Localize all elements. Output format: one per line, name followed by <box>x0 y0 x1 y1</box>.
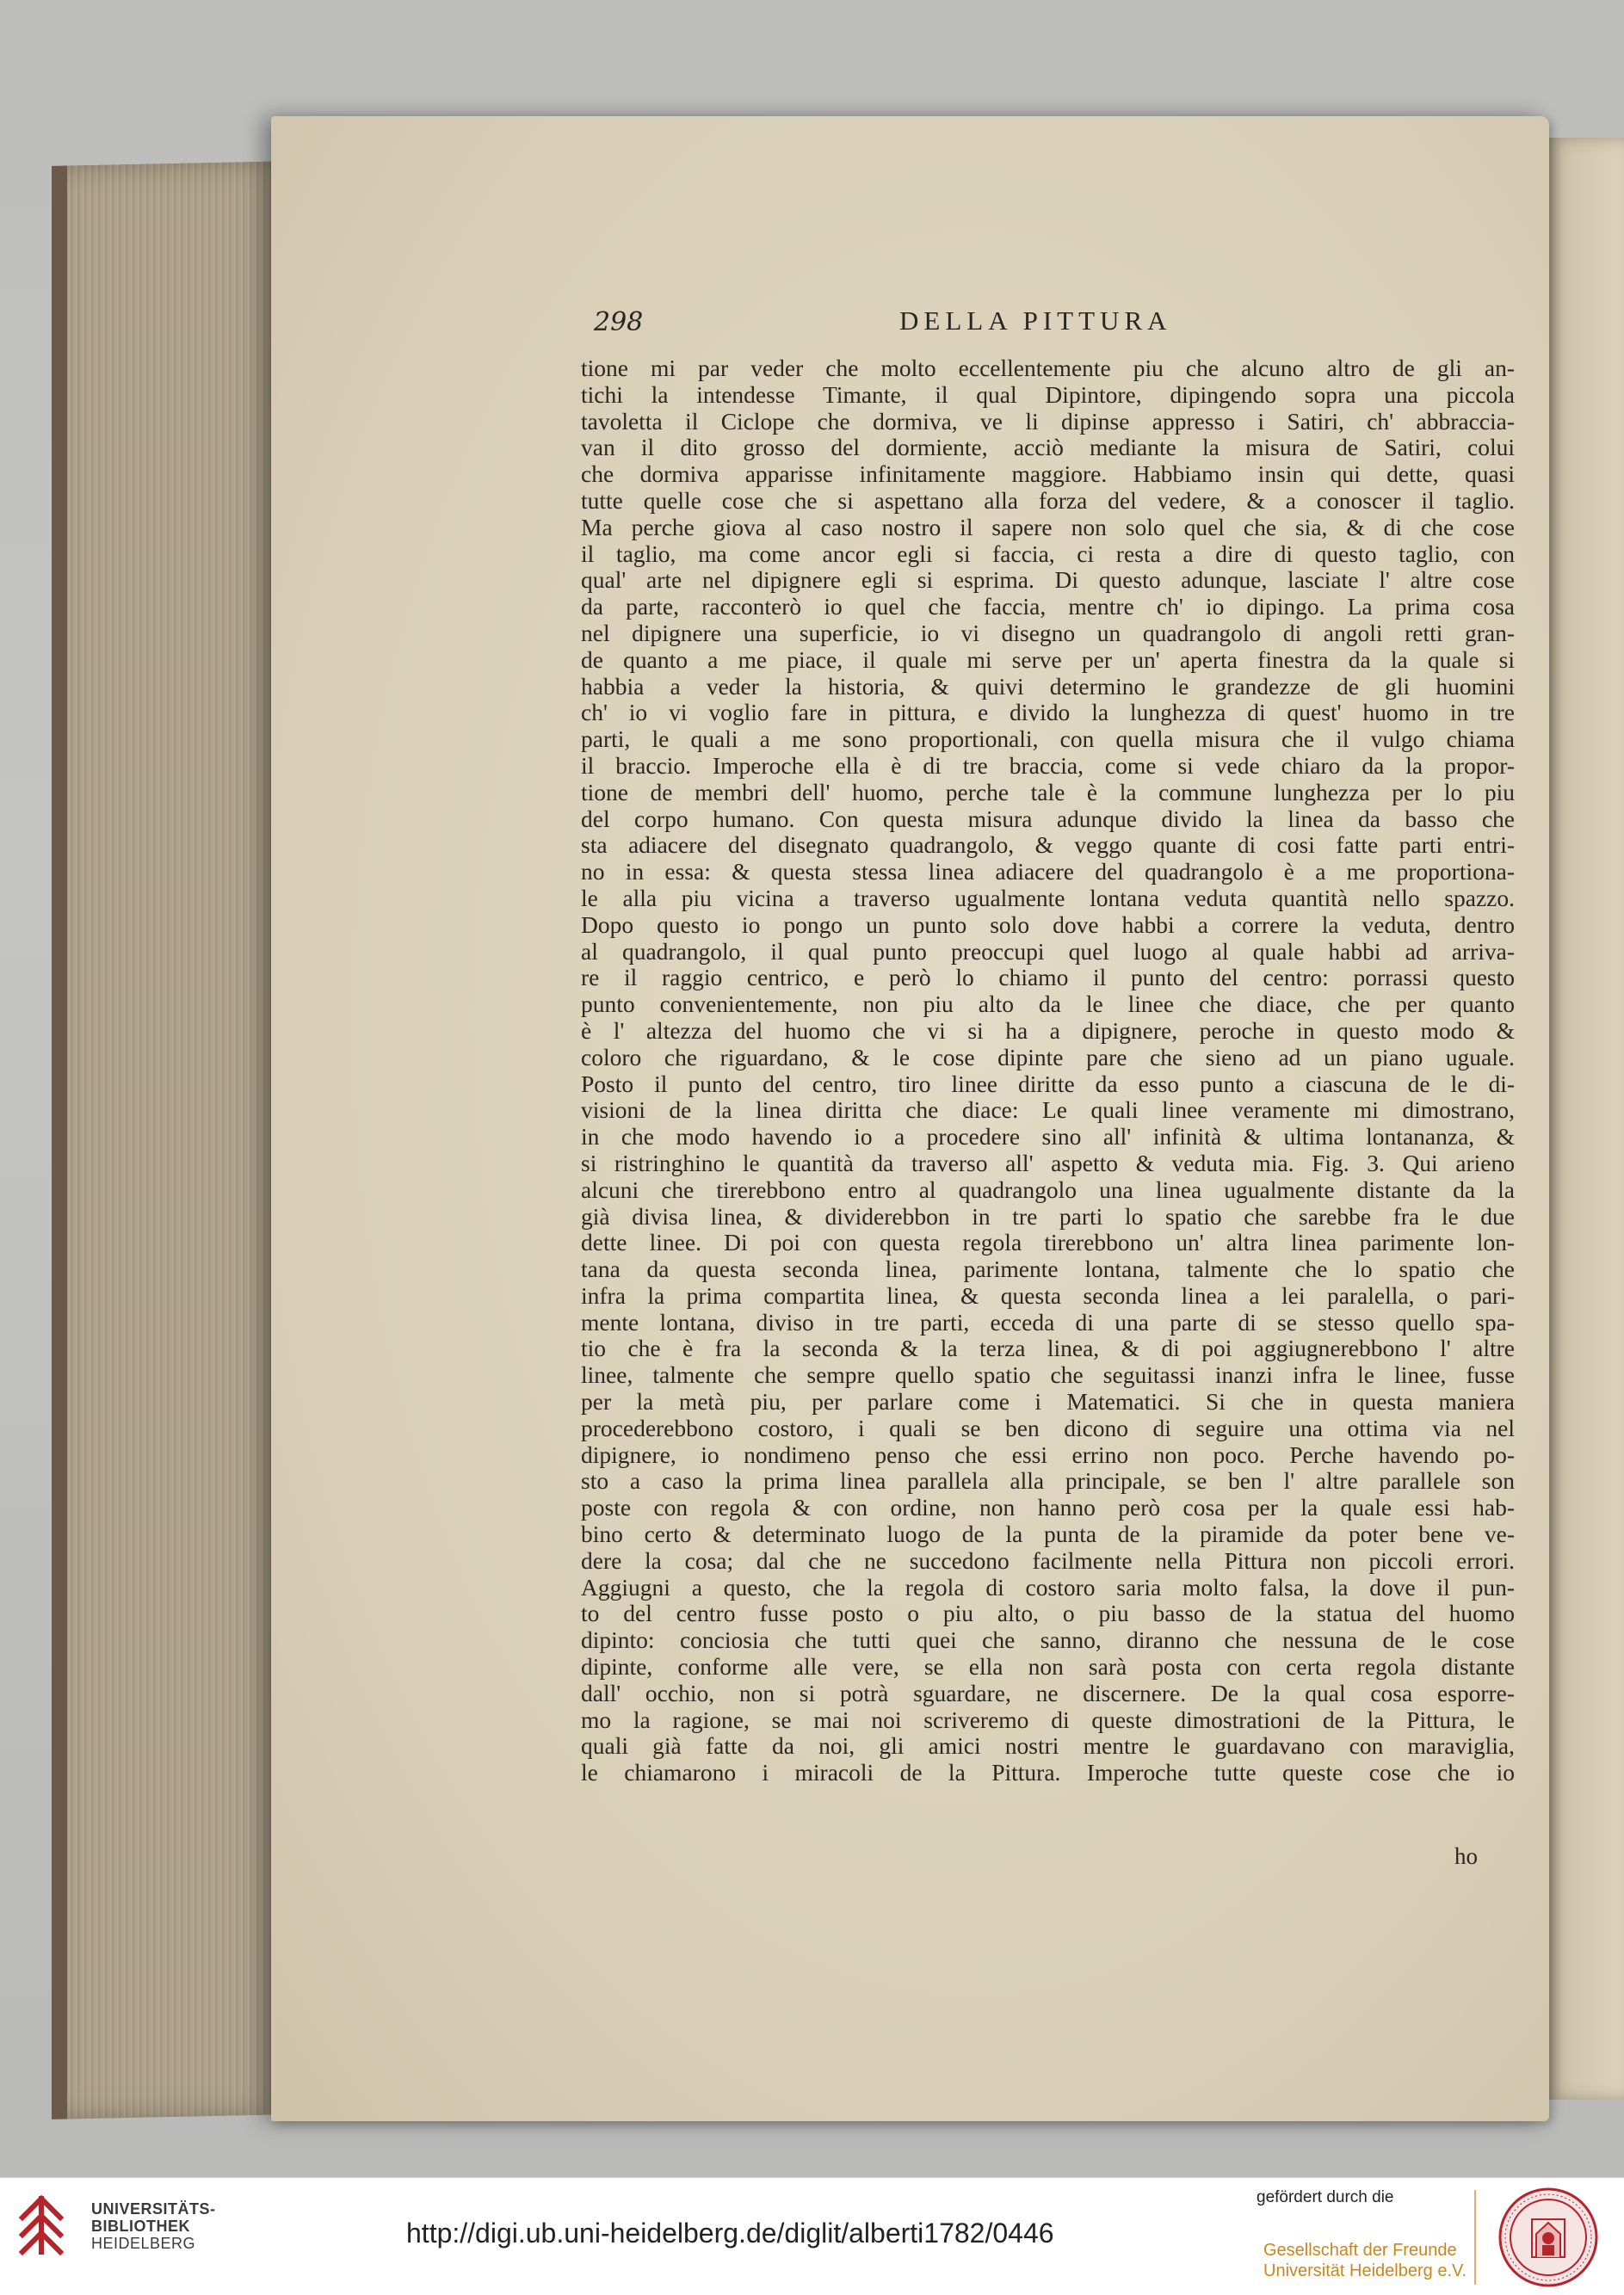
institution-line-2: BIBLIOTHEK <box>91 2218 190 2235</box>
text-line: parti, le quali a me sono proportionali, con quella misura che il vulgo chiama <box>581 725 1515 753</box>
text-line: dipinto: conciosia che tutti quei che sanno, diranno che nessuna de le cose <box>581 1626 1515 1654</box>
institution-line-3: HEIDELBERG <box>91 2235 196 2252</box>
text-line: sto a caso la prima linea parallela alla principale, se ben l' altre parallele son <box>581 1467 1515 1495</box>
text-line: Posto il punto del centro, tiro linee diritte da esso punto a ciascuna de le di- <box>581 1070 1515 1097</box>
text-line: dette linee. Di poi con questa regola tirerebbono un' altra linea parimente lon- <box>581 1229 1515 1256</box>
sponsor-line-2: Universität Heidelberg e.V. <box>1263 2261 1467 2280</box>
text-line: già divisa linea, & dividerebbon in tre parti lo spatio che sarebbe fra le due <box>581 1202 1515 1230</box>
text-line: alcuni che tirerebbono entro al quadrangolo una linea ugualmente distante da la <box>581 1175 1515 1203</box>
institution-line-1: UNIVERSITÄTS- <box>91 2200 216 2218</box>
text-line: procederebbono costoro, i quali se ben dicono di seguire una ottima via nel <box>581 1414 1515 1441</box>
text-line: to del centro fusse posto o piu alto, o piu basso de la statua del huomo <box>581 1600 1515 1627</box>
text-line: no in essa: & questa stessa linea adiacere del quadrangolo è a me proportiona- <box>581 858 1515 885</box>
text-line: bino certo & determinato luogo de la punta de la piramide da poter bene ve- <box>581 1521 1515 1548</box>
text-line: si ristringhino le quantità da traverso all' aspetto & veduta mia. Fig. 3. Qui arieno <box>581 1149 1515 1176</box>
text-line: poste con regola & con ordine, non hanno però cosa per la quale essi hab- <box>581 1494 1515 1521</box>
text-line: tutte quelle cose che si aspettano alla forza del vedere, & a conoscer il taglio. <box>581 486 1515 514</box>
text-line: tio che è fra la seconda & la terza linea, & di poi aggiugnerebbono l' altre <box>581 1335 1515 1362</box>
text-line: tana da questa seconda linea, parimente lontana, talmente che lo spatio che <box>581 1255 1515 1283</box>
text-line: tichi la intendesse Timante, il qual Dipintore, dipingendo sopra una piccola <box>581 380 1515 408</box>
text-line: ch' io vi voglio fare in pittura, e divido la lunghezza di quest' huomo in tre <box>581 699 1515 726</box>
text-line: Ma perche giova al caso nostro il sapere non solo quel che sia, & di che cose <box>581 513 1515 540</box>
sponsor-name[interactable] <box>1263 2240 1467 2281</box>
text-line: qual' arte nel dipignere egli si esprima. Di questo adunque, lasciate l' altre cose <box>581 566 1515 594</box>
page-header <box>594 305 1515 349</box>
text-line: nel dipignere una superficie, io vi disegno un quadrangolo di angoli retti gran- <box>581 619 1515 646</box>
text-line: per la metà piu, per parlare come i Matematici. Si che in questa maniera <box>581 1388 1515 1416</box>
text-line: che dormiva apparisse infinitamente maggiore. Habbiamo insin qui dette, quasi <box>581 460 1515 488</box>
text-line: tione mi par veder che molto eccellentemente piu che alcuno altro de gli an- <box>581 355 1515 381</box>
text-line: punto convenientemente, non piu alto da le linee che diace, che per quanto <box>581 990 1515 1018</box>
footer-bar <box>0 2177 1624 2295</box>
facing-page-edge <box>1547 138 1624 2100</box>
body-text <box>581 355 1515 1786</box>
text-line: habbia a veder la historia, & quivi determino le grandezze de gli huomini <box>581 672 1515 700</box>
text-line: infra la prima compartita linea, & questa seconda linea a lei paralella, o pari- <box>581 1281 1515 1309</box>
text-line: van il dito grosso del dormiente, acciò mediante la misura de Satiri, colui <box>581 434 1515 461</box>
text-line: re il raggio centrico, e però lo chiamo il punto del centro: porrassi questo <box>581 964 1515 991</box>
text-line: il taglio, ma come ancor egli si faccia, ci resta a dire di questo taglio, con <box>581 540 1515 567</box>
text-line: Aggiugni a questo, che la regola di costoro saria molto falsa, la dove il pun- <box>581 1573 1515 1601</box>
text-line: dipinte, conforme alle vere, se ella non sarà posta con certa regola distante <box>581 1653 1515 1681</box>
text-line: Dopo questo io pongo un punto solo dove habbi a correre la veduta, dentro <box>581 910 1515 938</box>
page-number: 298 <box>594 307 644 337</box>
text-line: visioni de la linea diritta che diace: Le quali linee veramente mi dimostrano, <box>581 1096 1515 1124</box>
text-line: de quanto a me piace, il quale mi serve per un' aperta finestra da la quale si <box>581 645 1515 673</box>
text-line: mente lontana, diviso in tre parti, ecceda di una parte di se stesso quello spa- <box>581 1308 1515 1336</box>
sponsor-divider <box>1474 2190 1476 2285</box>
university-seal-icon[interactable] <box>1497 2187 1599 2288</box>
text-line: da parte, racconterò io quel che faccia, mentre ch' io dipingo. La prima cosa <box>581 593 1515 620</box>
text-line: in che modo havendo io a procedere sino all' infinità & ultima lontananza, & <box>581 1123 1515 1151</box>
book-fore-edge <box>52 161 291 2119</box>
text-line: mo la ragione, se mai noi scriveremo di queste dimostrationi de la Pittura, le <box>581 1706 1515 1733</box>
text-line: tavoletta il Ciclope che dormiva, ve li dipinse appresso i Satiri, ch' abbraccia- <box>581 407 1515 435</box>
text-line: sta adiacere del disegnato quadrangolo, & veggo quante di cosi fatte parti entri- <box>581 831 1515 859</box>
text-line: dere la cosa; dal che ne succedono facilmente nella Pittura non piccoli errori. <box>581 1546 1515 1574</box>
text-line: è l' altezza del huomo che vi si ha a dipignere, peroche in questo modo & <box>581 1016 1515 1044</box>
running-title: DELLA PITTURA <box>899 305 1172 336</box>
sponsor-line-1: Gesellschaft der Freunde <box>1263 2241 1457 2260</box>
institution-name <box>91 2200 216 2252</box>
text-line: le alla piu vicina a traverso ugualmente lontana veduta quantità nello spazzo. <box>581 884 1515 911</box>
text-line: coloro che riguardano, & le cose dipinte pare che sieno ad un piano uguale. <box>581 1043 1515 1070</box>
permalink-url[interactable]: http://digi.ub.uni-heidelberg.de/diglit/alberti1782/0446 <box>406 2218 1054 2249</box>
text-line: dipignere, io nondimeno penso che essi errino non poco. Perche havendo po- <box>581 1441 1515 1468</box>
text-line: il braccio. Imperoche ella è di tre braccia, come si vede chiaro da la propor- <box>581 751 1515 779</box>
text-line: dall' occhio, non si potrà sguardare, ne discernere. De la qual cosa esporre- <box>581 1679 1515 1706</box>
sponsor-label: gefördert durch die <box>1257 2188 1394 2206</box>
text-line: le chiamarono i miracoli de la Pittura. Imperoche tutte queste cose che io <box>581 1759 1515 1786</box>
catchword: ho <box>1454 1843 1478 1869</box>
text-line: al quadrangolo, il qual punto preoccupi quel luogo al quale habbi ad arriva- <box>581 937 1515 965</box>
text-line: quali già fatte da noi, gli amici nostri mentre le guardavano con maraviglia, <box>581 1732 1515 1760</box>
text-line: del corpo humano. Con questa misura adunque divido la linea da basso che <box>581 805 1515 832</box>
text-line: linee, talmente che sempre quello spatio che seguitassi inanzi infra le linee, fusse <box>581 1361 1515 1389</box>
university-library-logo-icon[interactable] <box>15 2192 83 2259</box>
text-line: tione de membri dell' huomo, perche tale è la commune lunghezza per lo piu <box>581 778 1515 805</box>
